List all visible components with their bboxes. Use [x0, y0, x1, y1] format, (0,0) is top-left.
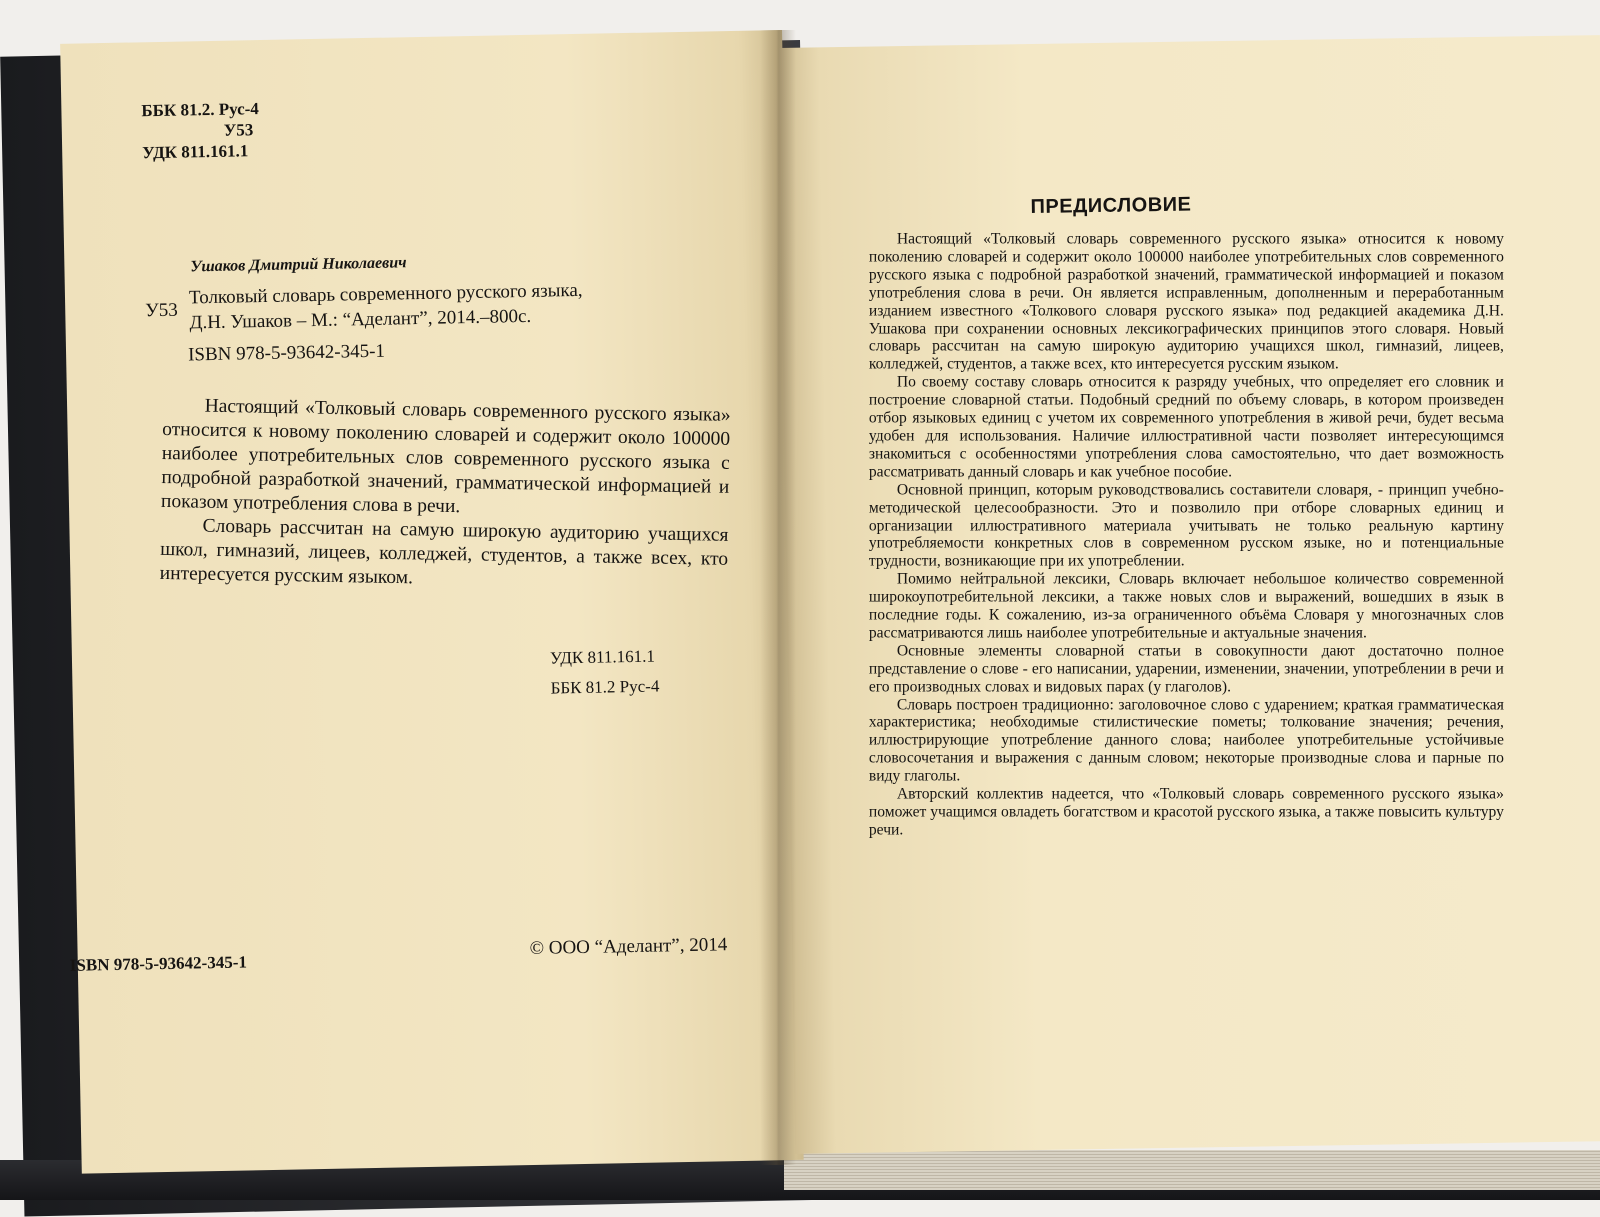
- author-mark-code: У53: [223, 120, 254, 140]
- bbk-code: ББК 81.2. Рус-4: [141, 99, 259, 121]
- preface-body: [869, 231, 1504, 840]
- preface-paragraph: По своему составу словарь относится к разряду учебных, что определяет его словник и построение словарной статьи. Подобный средний по объему словарь, в котором произведен отбор языковых единиц с учетом их современного употребления в живой речи, будет весьма удобен для использования. Наличие иллюстративной части позволяет интересующимся знакомиться с особенностями употребления слова самостоятельно, что дает возможность рассматривать данный словарь и как учебное пособие.: [868, 373, 1504, 481]
- isbn-footer: ISBN 978-5-93642-345-1: [69, 952, 248, 975]
- preface-paragraph: Авторский коллектив надеется, что «Толковый словарь современного русского языка» поможет учащимся овладеть богатством и красотой русского языка, а также повысить культуру речи.: [868, 785, 1504, 839]
- bottom-classification: [550, 641, 660, 703]
- right-page: [778, 35, 1600, 1154]
- isbn-line: ISBN 978-5-93642-345-1: [187, 340, 386, 366]
- author-name: Ушаков Дмитрий Николаевич: [190, 254, 407, 276]
- annotation-paragraph: Настоящий «Толковый словарь современного русского языка» относится к новому поколению словарей и содержит около 100000 наиболее употребительных слов современного русского языка с подробной разработкой значений, грамматической информацией и показом употребления слова в речи.: [160, 395, 731, 518]
- bibliographic-citation: [189, 278, 583, 336]
- preface-paragraph: Словарь построен традиционно: заголовочное слово с ударением; краткая грамматическая характеристика; необходимые стилистические пометы; толкование значения; речения, иллюстрирующие употребление данного слова; наиболее употребительные устойчивые словосочетания и выражения с данным словом; некоторые производные слова и парные по виду глаголы.: [868, 696, 1504, 785]
- preface-paragraph: Настоящий «Толковый словарь современного русского языка» относится к новому поколению словарей и содержит около 100000 наиболее употребительных слов современного русского языка с подробной разработкой значений, грамматической информацией и показом употребления слова в речи. Он является исправленным, дополненным и переработанным изданием известного «Толкового словаря русского языка» под редакцией академика Д.Н. Ушакова при сохранении основных лексикографических принципов этого словаря. Новый словарь рассчитан на самую широкую аудиторию учащихся школ, гимназий, лицеев, колледжей, студентов, а также всех, кто интересуется русским языком.: [868, 230, 1504, 373]
- copyright-line: © ООО “Аделант”, 2014: [529, 934, 728, 960]
- preface-paragraph: Основные элементы словарной статьи в совокупности дают достаточно полное представление о слове - его написании, ударении, изменении, значении, употреблении в речи и его производных словах и видовых парах (у глаголов).: [868, 642, 1504, 696]
- page-title: ПРЕДИСЛОВИЕ: [1030, 193, 1192, 219]
- entry-code: У53: [145, 299, 178, 322]
- annotation: [160, 394, 731, 596]
- preface-paragraph: Помимо нейтральной лексики, Словарь включает небольшое количество современной широкоупотребительной лексики, а также новых слов и выражений, вошедших в язык в последние годы. К сожалению, из-за ограниченного объёма Словаря у многозначных слов рассматриваются лишь наиболее употребительные и актуальные значения.: [868, 570, 1504, 642]
- page-stack-edge: [784, 1150, 1600, 1190]
- preface-paragraph: Основной принцип, которым руководствовались составители словаря, - принцип учебно-методической целесообразности. Это и позволило при отборе словарных единиц и организации иллюстративного материала учитывать не только реальную картину употребляемости конкретных слов в современном русском языке, но и потенциальные трудности, возникающие при их употреблении.: [868, 481, 1504, 570]
- left-page: [60, 30, 804, 1174]
- annotation-paragraph: Словарь рассчитан на самую широкую аудиторию учащихся школ, гимназий, лицеев, колледжей, студентов, а также всех, кто интересуется русским языком.: [159, 515, 729, 589]
- citation-line: Д.Н. Ушаков – М.: “Аделант”, 2014.–800с.: [189, 305, 532, 334]
- udk-code-bottom: УДК 811.161.1: [549, 646, 656, 668]
- citation-line: Толковый словарь современного русского языка,: [188, 279, 583, 309]
- udk-code: УДК 811.161.1: [142, 141, 249, 163]
- book-spine-gutter: [760, 30, 796, 1165]
- bbk-code-bottom: ББК 81.2 Рус-4: [550, 676, 660, 698]
- classification-block: [141, 98, 260, 163]
